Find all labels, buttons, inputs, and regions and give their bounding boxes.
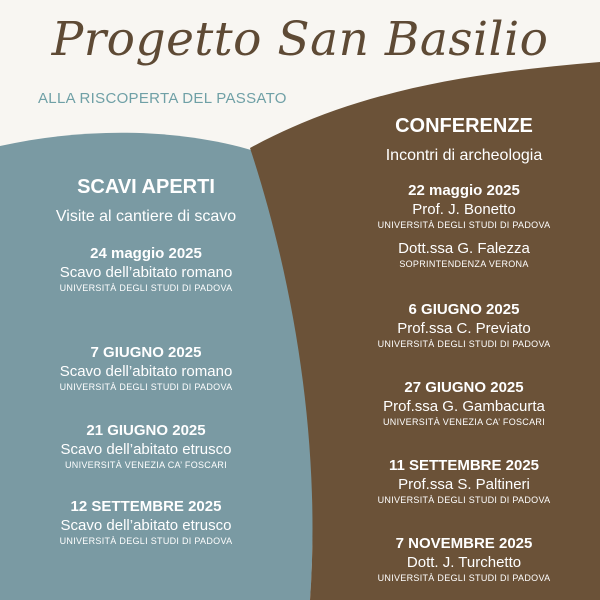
event-date: 7 NOVEMBRE 2025 [395,535,533,552]
conferenza-event [348,534,580,584]
conferenze-subtitle: Incontri di archeologia [385,147,543,164]
conferenza-event [348,181,580,270]
conferenza-event [348,300,580,350]
event-date: 24 maggio 2025 [90,245,202,262]
conferenza-event [348,378,580,428]
speaker-organization: UNIVERSITÀ DEGLI STUDI DI PADOVA [377,573,551,583]
conferenze-title: CONFERENZE [395,115,533,137]
event-organization: UNIVERSITÀ DEGLI STUDI DI PADOVA [59,536,233,546]
event-organization: UNIVERSITÀ DEGLI STUDI DI PADOVA [59,283,233,293]
scavi-subtitle: Visite al cantiere di scavo [55,208,237,225]
event-activity: Scavo dell’abitato etrusco [60,517,232,534]
event-date: 6 GIUGNO 2025 [408,301,520,318]
speaker-name: Prof.ssa G. Gambacurta [383,398,545,415]
scavi-event [12,421,280,471]
speaker-name: Prof. J. Bonetto [412,201,516,218]
event-date: 7 GIUGNO 2025 [90,344,202,361]
speaker-name: Dott.ssa G. Falezza [398,240,530,257]
page-title: Progetto San Basilio [51,12,549,67]
speaker-organization: SOPRINTENDENZA VERONA [399,259,529,269]
speaker-name: Prof.ssa C. Previato [397,320,531,337]
scavi-event [12,343,280,393]
event-date: 12 SETTEMBRE 2025 [70,498,222,515]
event-activity: Scavo dell’abitato romano [59,264,233,281]
event-date: 27 GIUGNO 2025 [404,379,524,396]
conferenza-event [348,456,580,506]
event-organization: UNIVERSITÀ VENEZIA CA’ FOSCARI [64,460,228,470]
event-date: 11 SETTEMBRE 2025 [388,457,540,474]
event-activity: Scavo dell’abitato etrusco [60,441,232,458]
scavi-event [12,244,280,294]
speaker-organization: UNIVERSITÀ DEGLI STUDI DI PADOVA [377,339,551,349]
speaker-organization: UNIVERSITÀ DEGLI STUDI DI PADOVA [377,220,551,230]
event-date: 22 maggio 2025 [408,182,520,199]
speaker-organization: UNIVERSITÀ DEGLI STUDI DI PADOVA [377,495,551,505]
speaker-name: Dott. J. Turchetto [406,554,522,571]
page-subtitle: ALLA RISCOPERTA DEL PASSATO [38,90,287,107]
speaker-organization: UNIVERSITÀ VENEZIA CA’ FOSCARI [382,417,546,427]
speaker-name: Prof.ssa S. Paltineri [398,476,530,493]
event-activity: Scavo dell’abitato romano [59,363,233,380]
event-date: 21 GIUGNO 2025 [86,422,206,439]
scavi-event [12,497,280,547]
event-organization: UNIVERSITÀ DEGLI STUDI DI PADOVA [59,382,233,392]
scavi-title: SCAVI APERTI [77,176,215,198]
